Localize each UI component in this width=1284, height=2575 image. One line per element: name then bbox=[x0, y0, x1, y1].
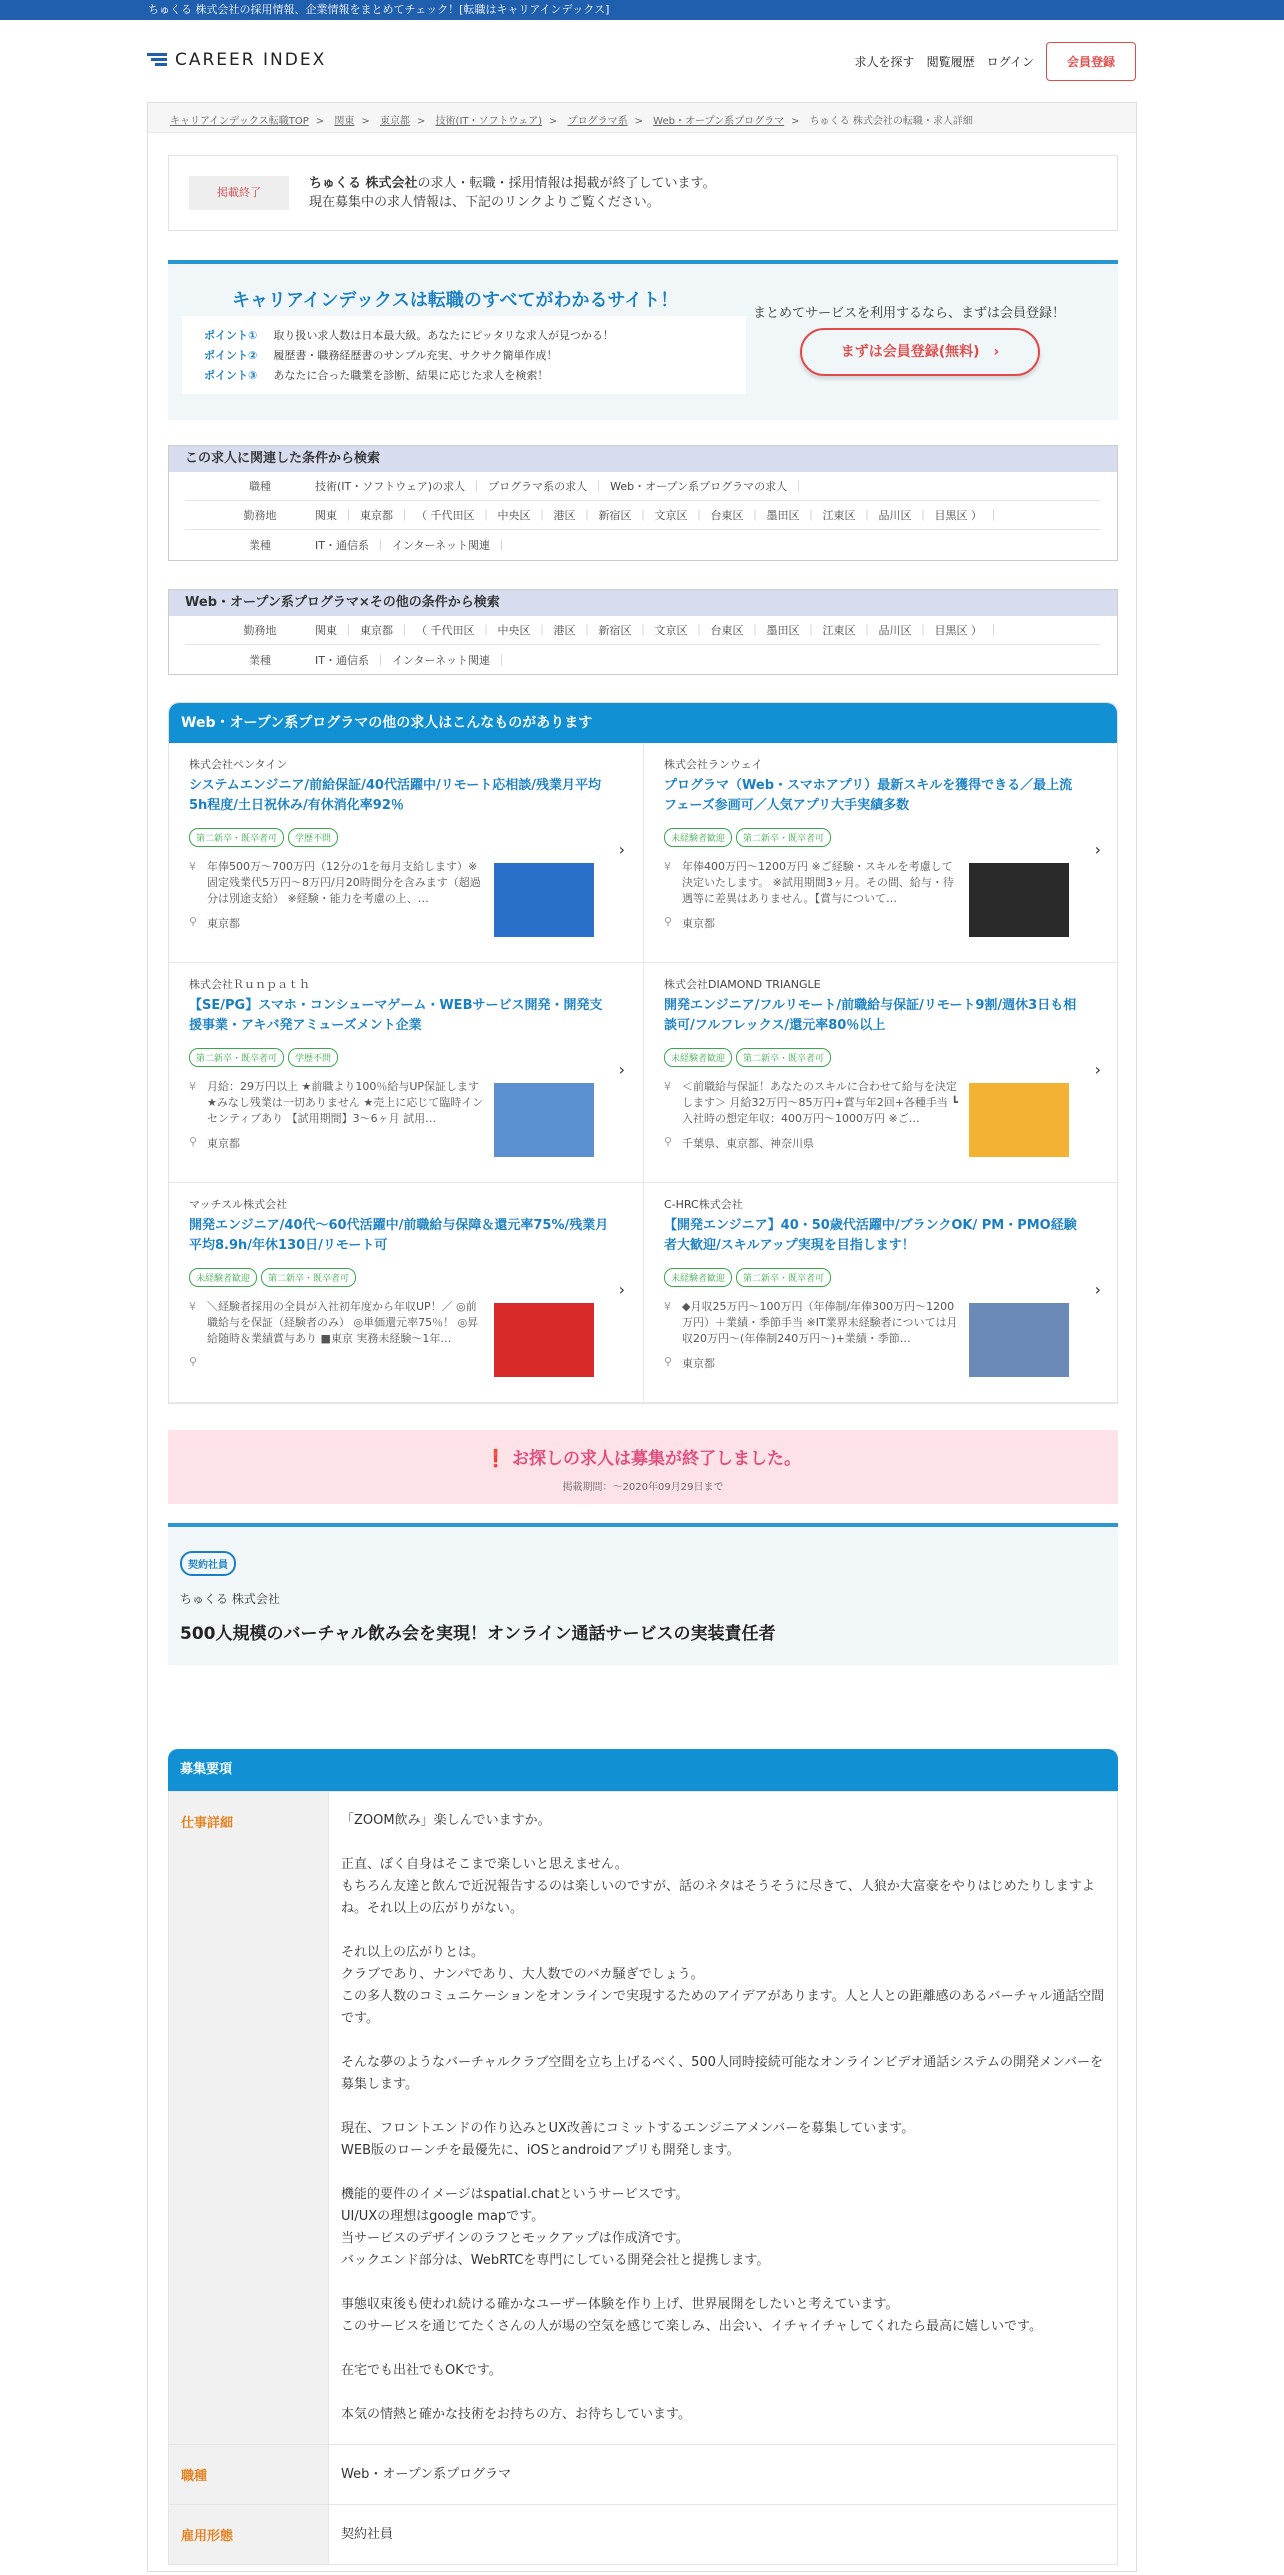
closed-title bbox=[168, 1444, 1118, 1469]
promo-point bbox=[204, 326, 746, 346]
card-company: 株式会社ランウェイ bbox=[664, 758, 763, 771]
card-title[interactable]: 開発エンジニア/40代～60代活躍中/前職給与保障＆還元率75%/残業月平均8.9h/年休130日/リモート可 bbox=[189, 1218, 609, 1253]
cond-link[interactable]: プログラマ系の求人 ｜ bbox=[488, 480, 610, 493]
job-card[interactable] bbox=[169, 1183, 644, 1403]
card-title[interactable]: 【開発エンジニア】40・50歳代活躍中/ブランクOK/ PM・PMO経験者大歓迎/スキルアップ実現を目指します！ bbox=[664, 1218, 1077, 1253]
card-tag: 未経験者歓迎 bbox=[189, 1268, 257, 1287]
job-card[interactable] bbox=[644, 963, 1119, 1183]
card-thumbnail bbox=[494, 863, 594, 937]
cond-link[interactable]: 東京都 ｜ bbox=[360, 509, 416, 522]
other-condition-search bbox=[168, 589, 1118, 675]
cond-link[interactable]: 港区 ｜ bbox=[554, 624, 599, 637]
card-tags bbox=[664, 828, 1119, 847]
cond-row bbox=[185, 645, 1101, 674]
job-header bbox=[168, 1523, 1118, 1665]
req-key: 仕事詳細 bbox=[169, 1792, 329, 2445]
job-card[interactable] bbox=[169, 743, 644, 963]
ended-line1: の求人・転職・採用情報は掲載が終了しています。 bbox=[417, 176, 716, 191]
card-company: C-HRC株式会社 bbox=[664, 1198, 743, 1211]
card-salary: ¥ ◆月収25万円～100万円（年俸制/年俸300万円～1200万円）＋業績・季節手当 ※IT業界未経験者については月収20万円～(年俸制240万円～)+業績・季節… bbox=[664, 1299, 960, 1347]
point-key: ポイント③ bbox=[204, 369, 258, 382]
card-thumbnail bbox=[494, 1083, 594, 1157]
nav-login[interactable]: ログイン bbox=[986, 55, 1034, 69]
register-button[interactable]: 会員登録 bbox=[1046, 42, 1136, 81]
point-text: 履歴書・職務経歴書のサンプル充実、サクサク簡単作成！ bbox=[273, 349, 558, 362]
cond-link[interactable]: 東京都 ｜ bbox=[360, 624, 416, 637]
cond-link[interactable]: 技術(IT・ソフトウェア)の求人 ｜ bbox=[315, 480, 488, 493]
card-tag: 学歴不問 bbox=[288, 1048, 338, 1067]
chevron-right-icon[interactable]: › bbox=[618, 1060, 625, 1079]
cond-link[interactable]: 関東 ｜ bbox=[315, 509, 360, 522]
card-salary: ¥ ＜前職給与保証！あなたのスキルに合わせて給与を決定します＞ 月給32万円～85万円+賞与年2回+各種手当 ┗入社時の想定年収：400万円～1000万円 ※ご… bbox=[664, 1079, 960, 1127]
ended-message bbox=[309, 174, 716, 212]
card-location: ⚲ 東京都 bbox=[189, 915, 643, 931]
cond-values bbox=[315, 507, 1101, 523]
card-company: 株式会社ペンタイン bbox=[189, 758, 288, 771]
card-title[interactable]: システムエンジニア/前給保証/40代活躍中/リモート応相談/残業月平均5h程度/土日祝休み/有休消化率92％ bbox=[189, 778, 601, 813]
closed-period: 掲載期間：～2020年09月29日まで bbox=[562, 1482, 724, 1493]
cond-link[interactable]: 品川区 ｜ bbox=[879, 509, 935, 522]
other-search-title: Web・オープン系プログラマ×その他の条件から検索 bbox=[169, 590, 1117, 616]
cond-link[interactable]: （ 千代田区 ｜ bbox=[416, 624, 498, 637]
cond-row bbox=[185, 530, 1101, 559]
job-card[interactable] bbox=[644, 743, 1119, 963]
promo-point bbox=[204, 366, 746, 386]
req-value: 「ZOOM飲み」楽しんでいますか。 正直、ぼく自身はそこまで楽しいと思えません。 もちろん友達と飲んで近況報告するのは楽しいのですが、話のネタはそうそうに尽きて、人狼か大富豪をやりはじめたりしますよね。それ以上の広がりがない。 それ以上の広がりとは。 クラブであり、ナンパであり、大人数でのバカ騒ぎでしょう。 この多人数のコミュニケーションをオンラインで実現するためのアイデアがあります。人と人との距離感のあるバーチャル通話空間です。 そんな夢のようなバーチャルクラブ空間を立ち上げるべく、500人同時接続可能なオンラインビデオ通話システムの開発メンバーを募集します。 現在、フロントエンドの作り込みとUX改善にコミットするエンジニアメンバーを募集しています。 WEB版のローンチを最優先に、iOSとandroidアプリも開発します。 機能的要件のイメージはspatial.chatというサービスです。 UI/UXの理想はgoogle mapです。 当サービスのデザインのラフとモックアップは作成済です。 バックエンド部分は、WebRTCを専門にしている開発会社と提携します。 事態収束後も使われ続ける確かなユーザー体験を作り上げ、世界展開をしたいと考えています。 このサービスを通じてたくさんの人が場の空気を感じて楽しみ、出会い、イチャイチャしてくれたら最高に嬉しいです。 在宅でも出社でもOKです。 本気の情熱と確かな技術をお持ちの方、お待ちしています。 bbox=[329, 1792, 1118, 2445]
cond-values bbox=[315, 622, 1101, 638]
card-tag: 第二新卒・既卒者可 bbox=[736, 1048, 831, 1067]
cond-link[interactable]: 品川区 ｜ bbox=[879, 624, 935, 637]
card-tags bbox=[664, 1048, 1119, 1067]
nav-history[interactable]: 閲覧履歴 bbox=[926, 55, 975, 69]
ended-company: ちゅくる 株式会社 bbox=[309, 176, 418, 191]
cond-link[interactable]: 中央区 ｜ bbox=[498, 509, 554, 522]
cond-link[interactable]: Web・オープン系プログラマの求人 ｜ bbox=[610, 480, 810, 493]
cond-label: 勤務地 bbox=[243, 624, 277, 637]
site-header bbox=[0, 20, 1284, 102]
related-search bbox=[168, 445, 1118, 561]
cond-link[interactable]: インターネット関連 ｜ bbox=[392, 539, 513, 552]
cond-link[interactable]: 港区 ｜ bbox=[554, 509, 599, 522]
breadcrumb-link[interactable]: 関東 bbox=[334, 116, 355, 127]
req-row bbox=[169, 1792, 1118, 2445]
card-salary: ¥ ＼経験者採用の全員が入社初年度から年収UP！／ ◎前職給与を保証（経験者のみ） ◎単価還元率75％！ ◎昇給随時＆業績賞与あり ■東京 実務未経験～1年… bbox=[189, 1299, 485, 1347]
breadcrumb-current: ちゅくる 株式会社の転職・求人詳細 bbox=[809, 116, 973, 127]
cond-link[interactable]: IT・通信系 ｜ bbox=[315, 654, 392, 667]
top-banner: ちゅくる 株式会社の採用情報、企業情報をまとめてチェック！[転職はキャリアインデックス] bbox=[0, 0, 1284, 20]
req-value: Web・オープン系プログラマ bbox=[329, 2445, 1118, 2505]
card-thumbnail bbox=[969, 863, 1069, 937]
other-jobs-title: Web・オープン系プログラマの他の求人はこんなものがあります bbox=[169, 703, 1117, 743]
alert-icon: ❗ bbox=[484, 1449, 507, 1469]
ended-notice bbox=[168, 155, 1118, 231]
cond-link[interactable]: 江東区 ｜ bbox=[823, 624, 879, 637]
job-card[interactable] bbox=[169, 963, 644, 1183]
cond-link[interactable]: 墨田区 ｜ bbox=[767, 509, 823, 522]
breadcrumb: キャリアインデックス転職TOP > 関東 > 東京都 > 技術(IT・ソフトウェア) > プログラマ系 > Web・オープン系プログラマ > ちゅくる 株式会社の転職・求人詳細 bbox=[148, 103, 1136, 133]
cond-link[interactable]: 中央区 ｜ bbox=[498, 624, 554, 637]
card-tag: 学歴不問 bbox=[288, 828, 338, 847]
card-tags bbox=[189, 1048, 643, 1067]
card-tags bbox=[189, 1268, 643, 1287]
cond-label: 勤務地 bbox=[243, 509, 277, 522]
promo-box bbox=[168, 260, 1118, 420]
card-tag: 第二新卒・既卒者可 bbox=[736, 1268, 831, 1287]
cond-link[interactable]: 新宿区 ｜ bbox=[599, 624, 655, 637]
point-text: あなたに合った職業を診断、結果に応じた求人を検索！ bbox=[273, 369, 549, 382]
related-search-title: この求人に関連した条件から検索 bbox=[169, 446, 1117, 472]
cond-link[interactable]: インターネット関連 ｜ bbox=[392, 654, 513, 667]
chevron-right-icon[interactable]: › bbox=[1094, 1280, 1101, 1299]
promo-points bbox=[182, 316, 746, 394]
card-company: 株式会社DIAMOND TRIANGLE bbox=[664, 978, 821, 991]
card-thumbnail bbox=[969, 1303, 1069, 1377]
requirements bbox=[168, 1749, 1118, 2575]
card-salary: ¥ 年俸500万～700万円（12分の1を毎月支給します）※固定残業代5万円～8万円/月20時間分を含みます（超過分は別途支給） ※経験・能力を考慮の上、… bbox=[189, 859, 485, 907]
cond-link[interactable]: IT・通信系 ｜ bbox=[315, 539, 392, 552]
cond-link[interactable]: 墨田区 ｜ bbox=[767, 624, 823, 637]
req-value: 契約社員 bbox=[329, 2505, 1118, 2565]
req-row bbox=[169, 2505, 1118, 2565]
card-tag: 第二新卒・既卒者可 bbox=[261, 1268, 356, 1287]
point-key: ポイント① bbox=[204, 329, 258, 342]
cond-link[interactable]: 目黒区 ） ｜ bbox=[935, 624, 1006, 637]
req-key: 職種 bbox=[169, 2445, 329, 2505]
card-title[interactable]: 【SE/PG】スマホ・コンシューマゲーム・WEBサービス開発・開発支援事業・アキバ発アミューズメント企業 bbox=[189, 998, 603, 1033]
requirements-title: 募集要項 bbox=[168, 1749, 1118, 1791]
card-tag: 未経験者歓迎 bbox=[664, 1048, 732, 1067]
card-company: 株式会社Ｒｕｎｐａｔｈ bbox=[189, 978, 310, 991]
breadcrumb-link[interactable]: プログラマ系 bbox=[567, 116, 628, 127]
cond-values bbox=[315, 478, 1101, 494]
cond-link[interactable]: （ 千代田区 ｜ bbox=[416, 509, 498, 522]
logo-text: CAREER INDEX bbox=[175, 50, 327, 70]
breadcrumb-link[interactable]: Web・オープン系プログラマ bbox=[653, 116, 785, 127]
req-key: 雇用形態 bbox=[169, 2505, 329, 2565]
point-text: 取り扱い求人数は日本最大級。あなたにピッタリな求人が見つかる！ bbox=[273, 329, 614, 342]
cond-link[interactable]: 目黒区 ） ｜ bbox=[935, 509, 1006, 522]
card-tag: 未経験者歓迎 bbox=[664, 1268, 732, 1287]
closed-notice bbox=[168, 1430, 1118, 1504]
card-tag: 第二新卒・既卒者可 bbox=[189, 1048, 284, 1067]
card-tag: 未経験者歓迎 bbox=[664, 828, 732, 847]
closed-title-text: お探しの求人は募集が終了しました。 bbox=[512, 1449, 802, 1469]
promo-point bbox=[204, 346, 746, 366]
card-thumbnail bbox=[969, 1083, 1069, 1157]
job-card-grid bbox=[169, 743, 1117, 1403]
card-salary: ¥ 月給：29万円以上 ★前職より100％給与UP保証します ★みなし残業は一切ありません ★売上に応じて臨時インセンティブあり 【試用期間】3～6ヶ月 試用… bbox=[189, 1079, 485, 1127]
ended-line2: 現在募集中の求人情報は、下記のリンクよりご覧ください。 bbox=[309, 195, 660, 210]
card-location: ⚲ 千葉県、東京都、神奈川県 bbox=[664, 1135, 1119, 1151]
header-nav bbox=[855, 42, 1136, 81]
chevron-right-icon[interactable]: › bbox=[1094, 840, 1101, 859]
breadcrumb-link[interactable]: 技術(IT・ソフトウェア) bbox=[435, 116, 543, 127]
other-jobs bbox=[168, 702, 1118, 1404]
cond-label: 業種 bbox=[249, 653, 271, 667]
requirements-table bbox=[168, 1791, 1118, 2565]
cond-row bbox=[185, 501, 1101, 530]
cond-row bbox=[185, 616, 1101, 645]
card-location: ⚲ 東京都 bbox=[189, 1135, 643, 1151]
card-thumbnail bbox=[494, 1303, 594, 1377]
chevron-right-icon[interactable]: › bbox=[1094, 1060, 1101, 1079]
cond-link[interactable]: 文京区 ｜ bbox=[655, 509, 711, 522]
card-title[interactable]: 開発エンジニア/フルリモート/前職給与保証/リモート9割/週休3日も相談可/フルフレックス/還元率80％以上 bbox=[664, 998, 1077, 1033]
logo[interactable] bbox=[147, 50, 326, 70]
job-title: 500人規模のバーチャル飲み会を実現！オンライン通話サービスの実装責任者 bbox=[180, 1624, 776, 1644]
chevron-right-icon[interactable]: › bbox=[618, 1280, 625, 1299]
cond-link[interactable]: 新宿区 ｜ bbox=[599, 509, 655, 522]
card-title[interactable]: プログラマ（Web・スマホアプリ）最新スキルを獲得できる／最上流フェーズ参画可／人気アプリ大手実績多数 bbox=[664, 778, 1073, 813]
card-tags bbox=[189, 828, 643, 847]
cond-row bbox=[185, 472, 1101, 501]
req-row bbox=[169, 2445, 1118, 2505]
card-tags bbox=[664, 1268, 1119, 1287]
promo-register-text: まとめてサービスを利用するなら、まずは会員登録！ bbox=[753, 306, 1066, 321]
cond-link[interactable]: 江東区 ｜ bbox=[823, 509, 879, 522]
cond-values bbox=[315, 537, 1101, 553]
logo-icon bbox=[147, 52, 167, 68]
card-company: マッチスル株式会社 bbox=[189, 1198, 288, 1211]
employment-badge: 契約社員 bbox=[180, 1551, 236, 1576]
ended-badge: 掲載終了 bbox=[189, 176, 289, 210]
breadcrumb-link[interactable]: 東京都 bbox=[379, 116, 410, 127]
cond-label: 業種 bbox=[249, 538, 271, 552]
cond-label: 職種 bbox=[249, 480, 271, 493]
main-container bbox=[147, 102, 1137, 2572]
nav-search-jobs[interactable]: 求人を探す bbox=[854, 55, 915, 69]
card-tag: 第二新卒・既卒者可 bbox=[189, 828, 284, 847]
card-salary: ¥ 年俸400万円～1200万円 ※ご経験・スキルを考慮して決定いたします。 ※試用期間3ヶ月。その間、給与・待遇等に差異はありません。【賞与について… bbox=[664, 859, 960, 907]
job-company: ちゅくる 株式会社 bbox=[180, 1592, 280, 1606]
card-location: ⚲ 東京都 bbox=[664, 915, 1119, 931]
point-key: ポイント② bbox=[204, 349, 258, 362]
cond-values bbox=[315, 652, 1101, 668]
card-tag: 第二新卒・既卒者可 bbox=[736, 828, 831, 847]
cond-link[interactable]: 関東 ｜ bbox=[315, 624, 360, 637]
free-register-button[interactable]: まずは会員登録(無料) › bbox=[800, 328, 1040, 376]
cond-link[interactable]: 台東区 ｜ bbox=[711, 509, 767, 522]
promo-title: キャリアインデックスは転職のすべてがわかるサイト！ bbox=[232, 290, 679, 311]
job-card[interactable] bbox=[644, 1183, 1119, 1403]
breadcrumb-link[interactable]: キャリアインデックス転職TOP bbox=[170, 116, 309, 127]
cond-link[interactable]: 台東区 ｜ bbox=[711, 624, 767, 637]
card-location: ⚲ 東京都 bbox=[664, 1355, 1119, 1371]
cond-link[interactable]: 文京区 ｜ bbox=[655, 624, 711, 637]
chevron-right-icon[interactable]: › bbox=[618, 840, 625, 859]
